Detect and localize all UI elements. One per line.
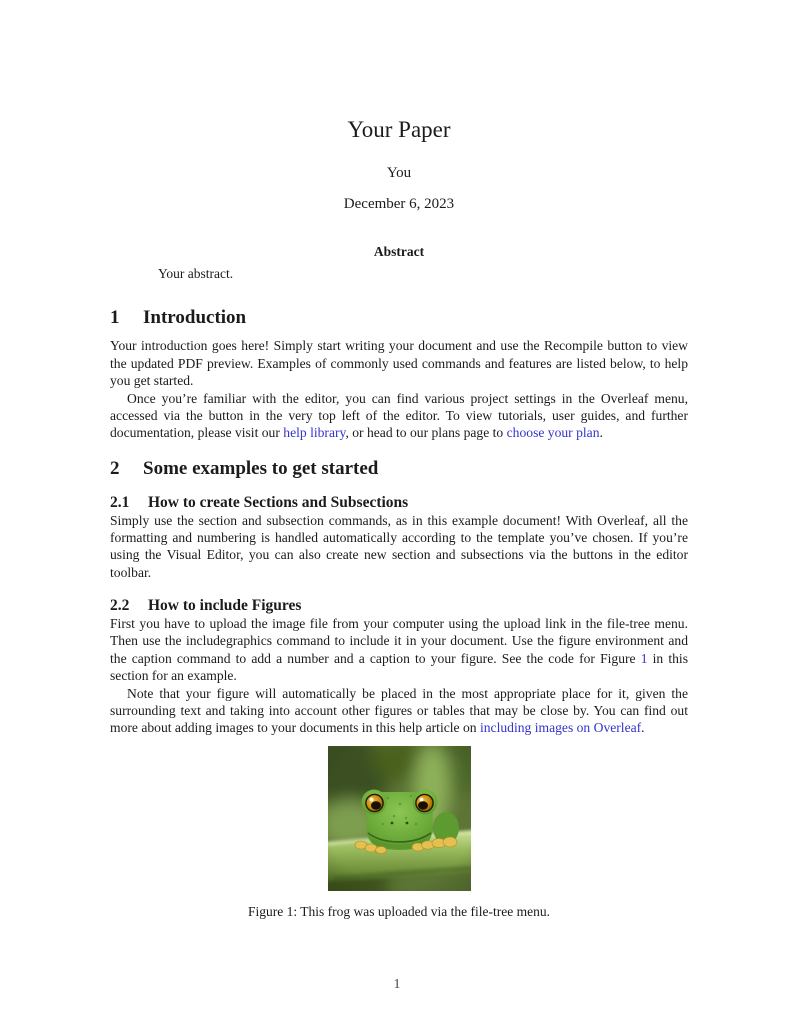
paper-title: Your Paper [347, 117, 451, 142]
subsection-2-1-heading [110, 494, 688, 512]
subsection-title: How to include Figures [148, 597, 302, 615]
figures-paragraph-1 [110, 615, 688, 685]
figure-caption: Figure 1: This frog was uploaded via the file-tree menu. [248, 903, 550, 919]
section-1-heading [110, 307, 688, 329]
text-run: Once you’re familiar with the editor, you can find various project settings in the Overleaf menu, accessed via the button in the very top left of the editor. To view tutorials, user guides, and further documentation, please visit our [110, 390, 688, 441]
including-images-link[interactable]: including images on Overleaf [479, 720, 642, 736]
page-number: 1 [393, 976, 401, 991]
subsection-number: 2.1 [110, 493, 130, 511]
subsection-number: 2.2 [110, 597, 130, 615]
abstract-text: Your abstract. [158, 265, 234, 281]
paper-date: December 6, 2023 [343, 195, 455, 212]
intro-paragraph-2 [110, 390, 688, 442]
section-title: Some examples to get started [143, 457, 379, 479]
intro-paragraph-1: Your introduction goes here! Simply start writing your document and use the Recompile button to view the updated PDF preview. Examples of commonly used commands and features are listed below, to help you get started. [110, 338, 688, 389]
text-run: , or head to our plans page to [345, 425, 507, 441]
subsection-2-1-paragraph: Simply use the section and subsection commands, as in this example document! With Overleaf, all the formatting and numbering is handled automatically according to the template you’ve chosen. If you’re using the Visual Editor, you can also create new section and subsections via the buttons in the editor toolbar. [110, 512, 688, 580]
help-library-link[interactable]: help library [283, 425, 346, 441]
text-run: in this section for an example. [110, 650, 688, 684]
choose-your-plan-link[interactable]: choose your plan [506, 425, 600, 441]
document-content [110, 0, 688, 920]
text-run: . [599, 425, 603, 441]
text-run: First you have to upload the image file from your computer using the upload link in the file-tree menu. Then use the includegraphics command to include it in your document. Use the figure environment and the caption command to add a number and a caption to your figure. See the code for Figure [110, 615, 688, 666]
text-run: Note that your figure will automatically be placed in the most appropriate place for it, given the surrounding text and taking into account other figures or tables that may be close by. You can find out more about adding images to your documents in this help article on [110, 685, 688, 736]
frog-image [328, 746, 471, 891]
section-2-heading [110, 458, 688, 480]
text-run: . [641, 720, 645, 736]
section-number: 2 [110, 457, 120, 479]
paper-author: You [386, 164, 412, 181]
section-title: Introduction [143, 306, 247, 328]
subsection-2-2-heading [110, 597, 688, 615]
section-number: 1 [110, 306, 120, 328]
abstract-heading: Abstract [373, 243, 425, 259]
figure-1 [110, 746, 688, 920]
figures-paragraph-2 [110, 685, 688, 737]
subsection-title: How to create Sections and Subsections [148, 493, 409, 511]
figure-1-ref-link[interactable]: 1 [640, 650, 648, 666]
